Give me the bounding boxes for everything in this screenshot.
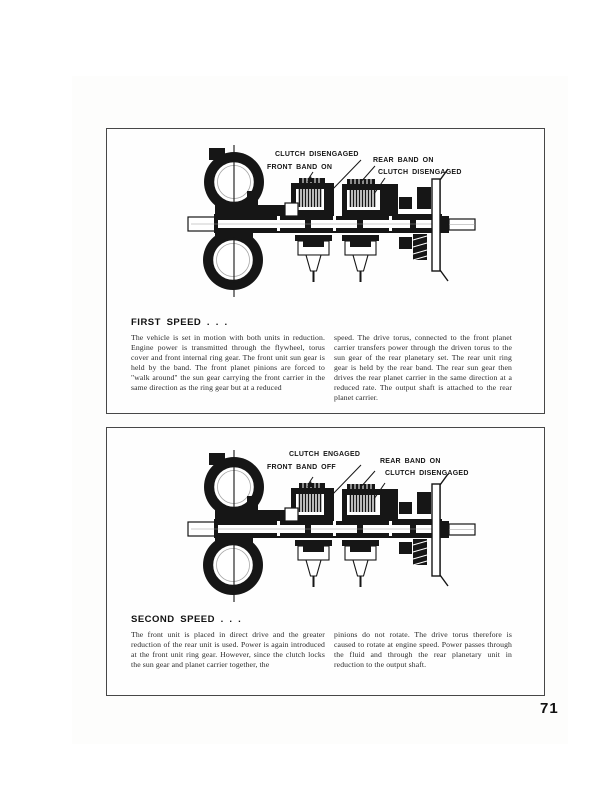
front-band-callout: FRONT BAND ON [267,164,333,171]
rear-clutch-callout: CLUTCH DISENGAGED [378,169,462,176]
rear-clutch-callout: CLUTCH DISENGAGED [385,470,469,477]
first-speed-panel [106,128,545,414]
body-text-column-left: The vehicle is set in motion with both units in reduction. Engine power is transmitted through the flywheel, torus cover and front internal ring gear. The front unit sun gear is held by the band. The front planet pinions are forced to "walk around" the sun gear carrying the front carrier in the same direction as the ring gear but at a reduced [131,333,325,392]
body-text-column-right: pinions do not rotate. The drive torus therefore is caused to rotate at engine speed. Power passes through the fluid and through the rear planetary unit in reduction to the output shaft. [334,630,512,669]
front-band-callout: FRONT BAND OFF [267,464,336,471]
front-clutch-callout: CLUTCH ENGAGED [289,451,361,458]
body-text-column-left: The front unit is placed in direct drive and the greater reduction of the rear unit is used. Power is again introduced at the front unit ring gear. However, since the clutch locks the sun gear and planet carrier together, the [131,630,325,669]
rear-band-callout: REAR BAND ON [380,458,441,465]
body-text-column-right: speed. The drive torus, connected to the front planet carrier transfers power through the driven torus to the sun gear of the rear planetary set. The rear unit ring gear is held by the rear band. The rear sun gear then drives the rear planet carrier in the same direction at a reduced rate. The output shaft is attached to the rear planet carrier. [334,333,512,402]
second-speed-panel [106,427,545,696]
page-number: 71 [540,700,559,717]
section-heading: SECOND SPEED . . . [131,614,242,625]
transmission-cross-section-diagram [185,139,495,319]
rear-band-callout: REAR BAND ON [373,157,434,164]
section-heading: FIRST SPEED . . . [131,317,228,328]
front-clutch-callout: CLUTCH DISENGAGED [275,151,359,158]
